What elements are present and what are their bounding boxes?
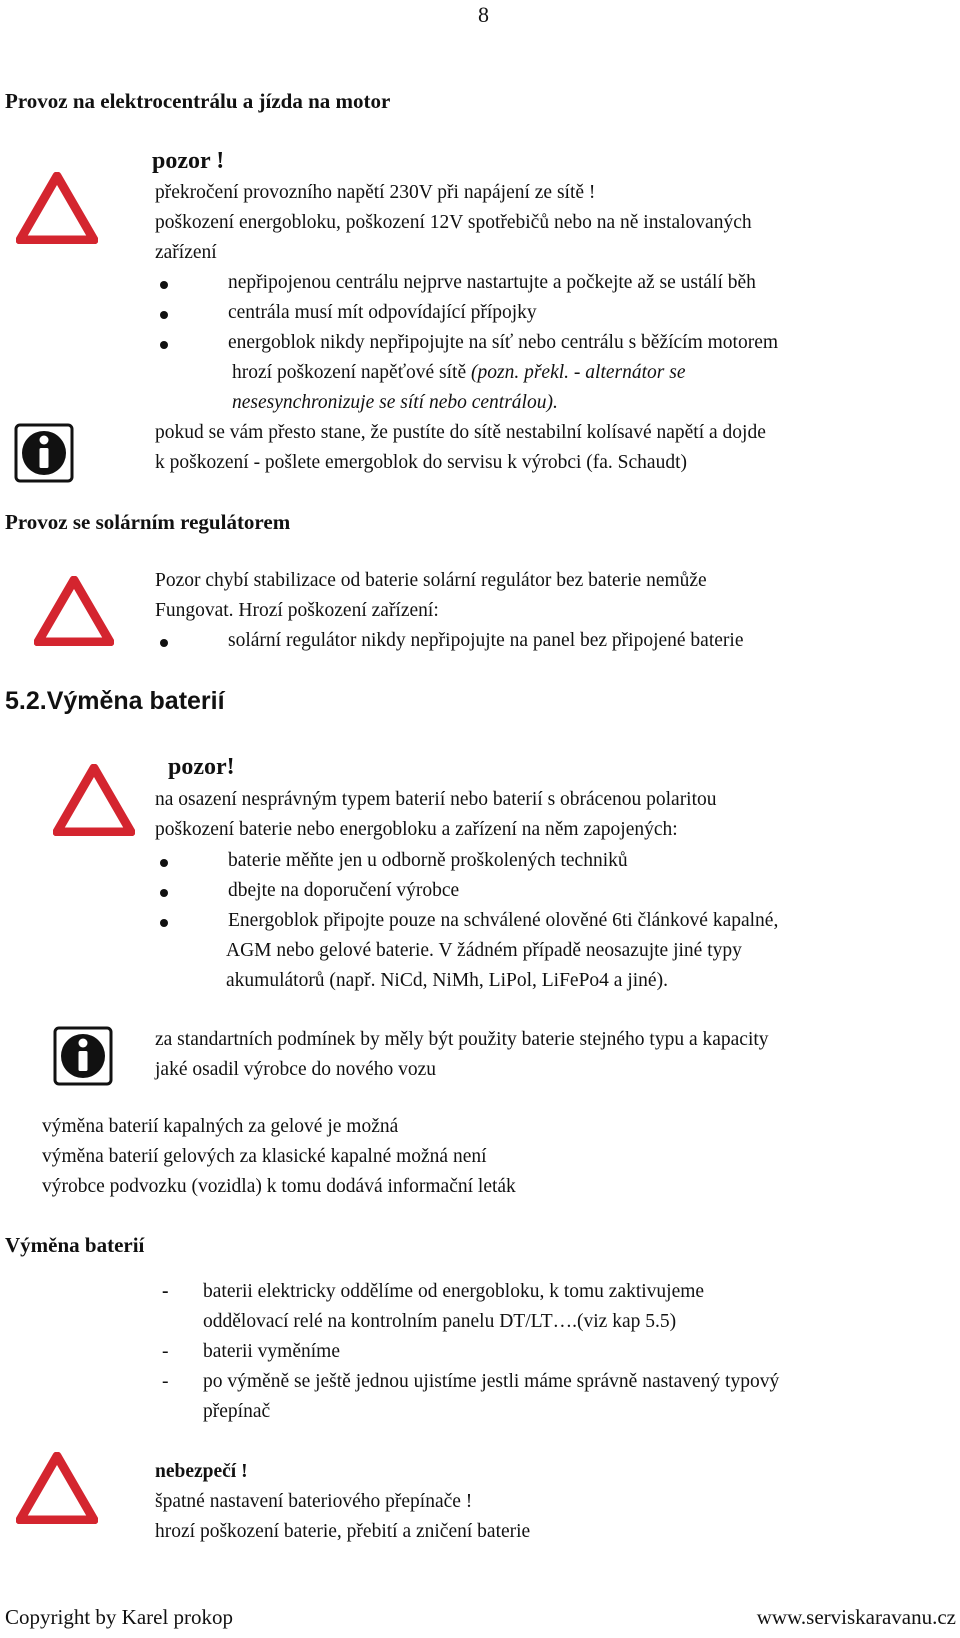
footer-website: www.serviskaravanu.cz: [756, 1605, 956, 1629]
warning-label: pozor !: [152, 148, 225, 174]
list-item-continuation: oddělovací relé na kontrolním panelu DT/LT….(viz kap 5.5): [203, 1311, 677, 1332]
warning-triangle-icon: [16, 1452, 98, 1524]
bullet-icon: [160, 311, 168, 319]
warning-text: překročení provozního napětí 230V při napájení ze sítě !: [155, 182, 596, 203]
section-heading-procedure: Výměna baterií: [5, 1233, 145, 1257]
danger-label: nebezpečí !: [155, 1461, 248, 1482]
warning-text: poškození energobloku, poškození 12V spotřebičů nebo na ně instalovaných: [155, 212, 752, 233]
list-item: Energoblok připojte pouze na schválené olověné 6ti článkové kapalné,: [228, 910, 779, 931]
bullet-icon: [160, 281, 168, 289]
list-item: baterie měňte jen u odborně proškolených techniků: [228, 850, 628, 871]
list-item: solární regulátor nikdy nepřipojujte na panel bez připojené baterie: [228, 630, 744, 651]
bullet-icon: [160, 859, 168, 867]
list-item: po výměně se ještě jednou ujistíme jestli máme správně nastavený typový: [203, 1371, 780, 1392]
list-item: centrála musí mít odpovídající přípojky: [228, 302, 537, 323]
list-item: baterii vyměníme: [203, 1341, 340, 1362]
dash-marker: -: [162, 1281, 169, 1302]
info-text: pokud se vám přesto stane, že pustíte do sítě nestabilní kolísavé napětí a dojde: [155, 422, 766, 443]
dash-marker: -: [162, 1371, 169, 1392]
list-item: energoblok nikdy nepřipojujte na síť nebo centrálu s běžícím motorem: [228, 332, 779, 353]
translator-note: (pozn. překl. - alternátor se: [471, 362, 686, 383]
list-item-continuation: přepínač: [203, 1401, 271, 1422]
plain-text: hrozí poškození napěťové sítě: [232, 362, 472, 383]
warning-label: pozor!: [168, 754, 235, 780]
bullet-icon: [160, 341, 168, 349]
info-icon: [14, 423, 74, 483]
translator-note: nesesynchronizuje se sítí nebo centrálou).: [232, 392, 558, 413]
page-number: 8: [478, 2, 489, 27]
footer-copyright: Copyright by Karel prokop: [5, 1605, 234, 1629]
warning-text: na osazení nesprávným typem baterií nebo baterií s obrácenou polaritou: [155, 789, 717, 810]
list-item-continuation: AGM nebo gelové baterie. V žádném případě neosazujte jiné typy: [226, 940, 742, 961]
info-text: k poškození - pošlete emergoblok do servisu k výrobci (fa. Schaudt): [155, 452, 687, 473]
section-heading-generator: Provoz na elektrocentrálu a jízda na motor: [5, 89, 391, 113]
section-heading-solar: Provoz se solárním regulátorem: [5, 510, 291, 534]
warning-text: poškození baterie nebo energobloku a zařízení na něm zapojených:: [155, 819, 678, 840]
list-item: nepřipojenou centrálu nejprve nastartujte a počkejte až se ustálí běh: [228, 272, 756, 293]
section-heading-battery-replacement: 5.2.Výměna baterií: [5, 687, 225, 715]
list-item: baterii elektricky oddělíme od energobloku, k tomu zaktivujeme: [203, 1281, 705, 1302]
bullet-icon: [160, 889, 168, 897]
dash-marker: -: [162, 1341, 169, 1362]
danger-text: špatné nastavení bateriového přepínače !: [155, 1491, 473, 1512]
info-text: jaké osadil výrobce do nového vozu: [155, 1059, 437, 1080]
warning-triangle-icon: [34, 576, 114, 646]
paragraph-line: výměna baterií kapalných za gelové je možná: [42, 1116, 399, 1137]
warning-text: Fungovat. Hrozí poškození zařízení:: [155, 600, 439, 621]
warning-triangle-icon: [16, 172, 98, 244]
warning-text: Pozor chybí stabilizace od baterie solární regulátor bez baterie nemůže: [155, 570, 707, 591]
warning-text: zařízení: [155, 242, 217, 263]
list-item: dbejte na doporučení výrobce: [228, 880, 460, 901]
paragraph-line: výrobce podvozku (vozidla) k tomu dodává informační leták: [42, 1176, 516, 1197]
list-item-continuation: [232, 358, 686, 388]
paragraph-line: výměna baterií gelových za klasické kapalné možná není: [42, 1146, 487, 1167]
list-item-continuation: akumulátorů (např. NiCd, NiMh, LiPol, LiFePo4 a jiné).: [226, 970, 668, 991]
info-text: za standartních podmínek by měly být použity baterie stejného typu a kapacity: [155, 1029, 769, 1050]
danger-text: hrozí poškození baterie, přebití a zničení baterie: [155, 1521, 531, 1542]
warning-triangle-icon: [53, 764, 135, 836]
info-icon: [53, 1026, 113, 1086]
bullet-icon: [160, 919, 168, 927]
bullet-icon: [160, 639, 168, 647]
